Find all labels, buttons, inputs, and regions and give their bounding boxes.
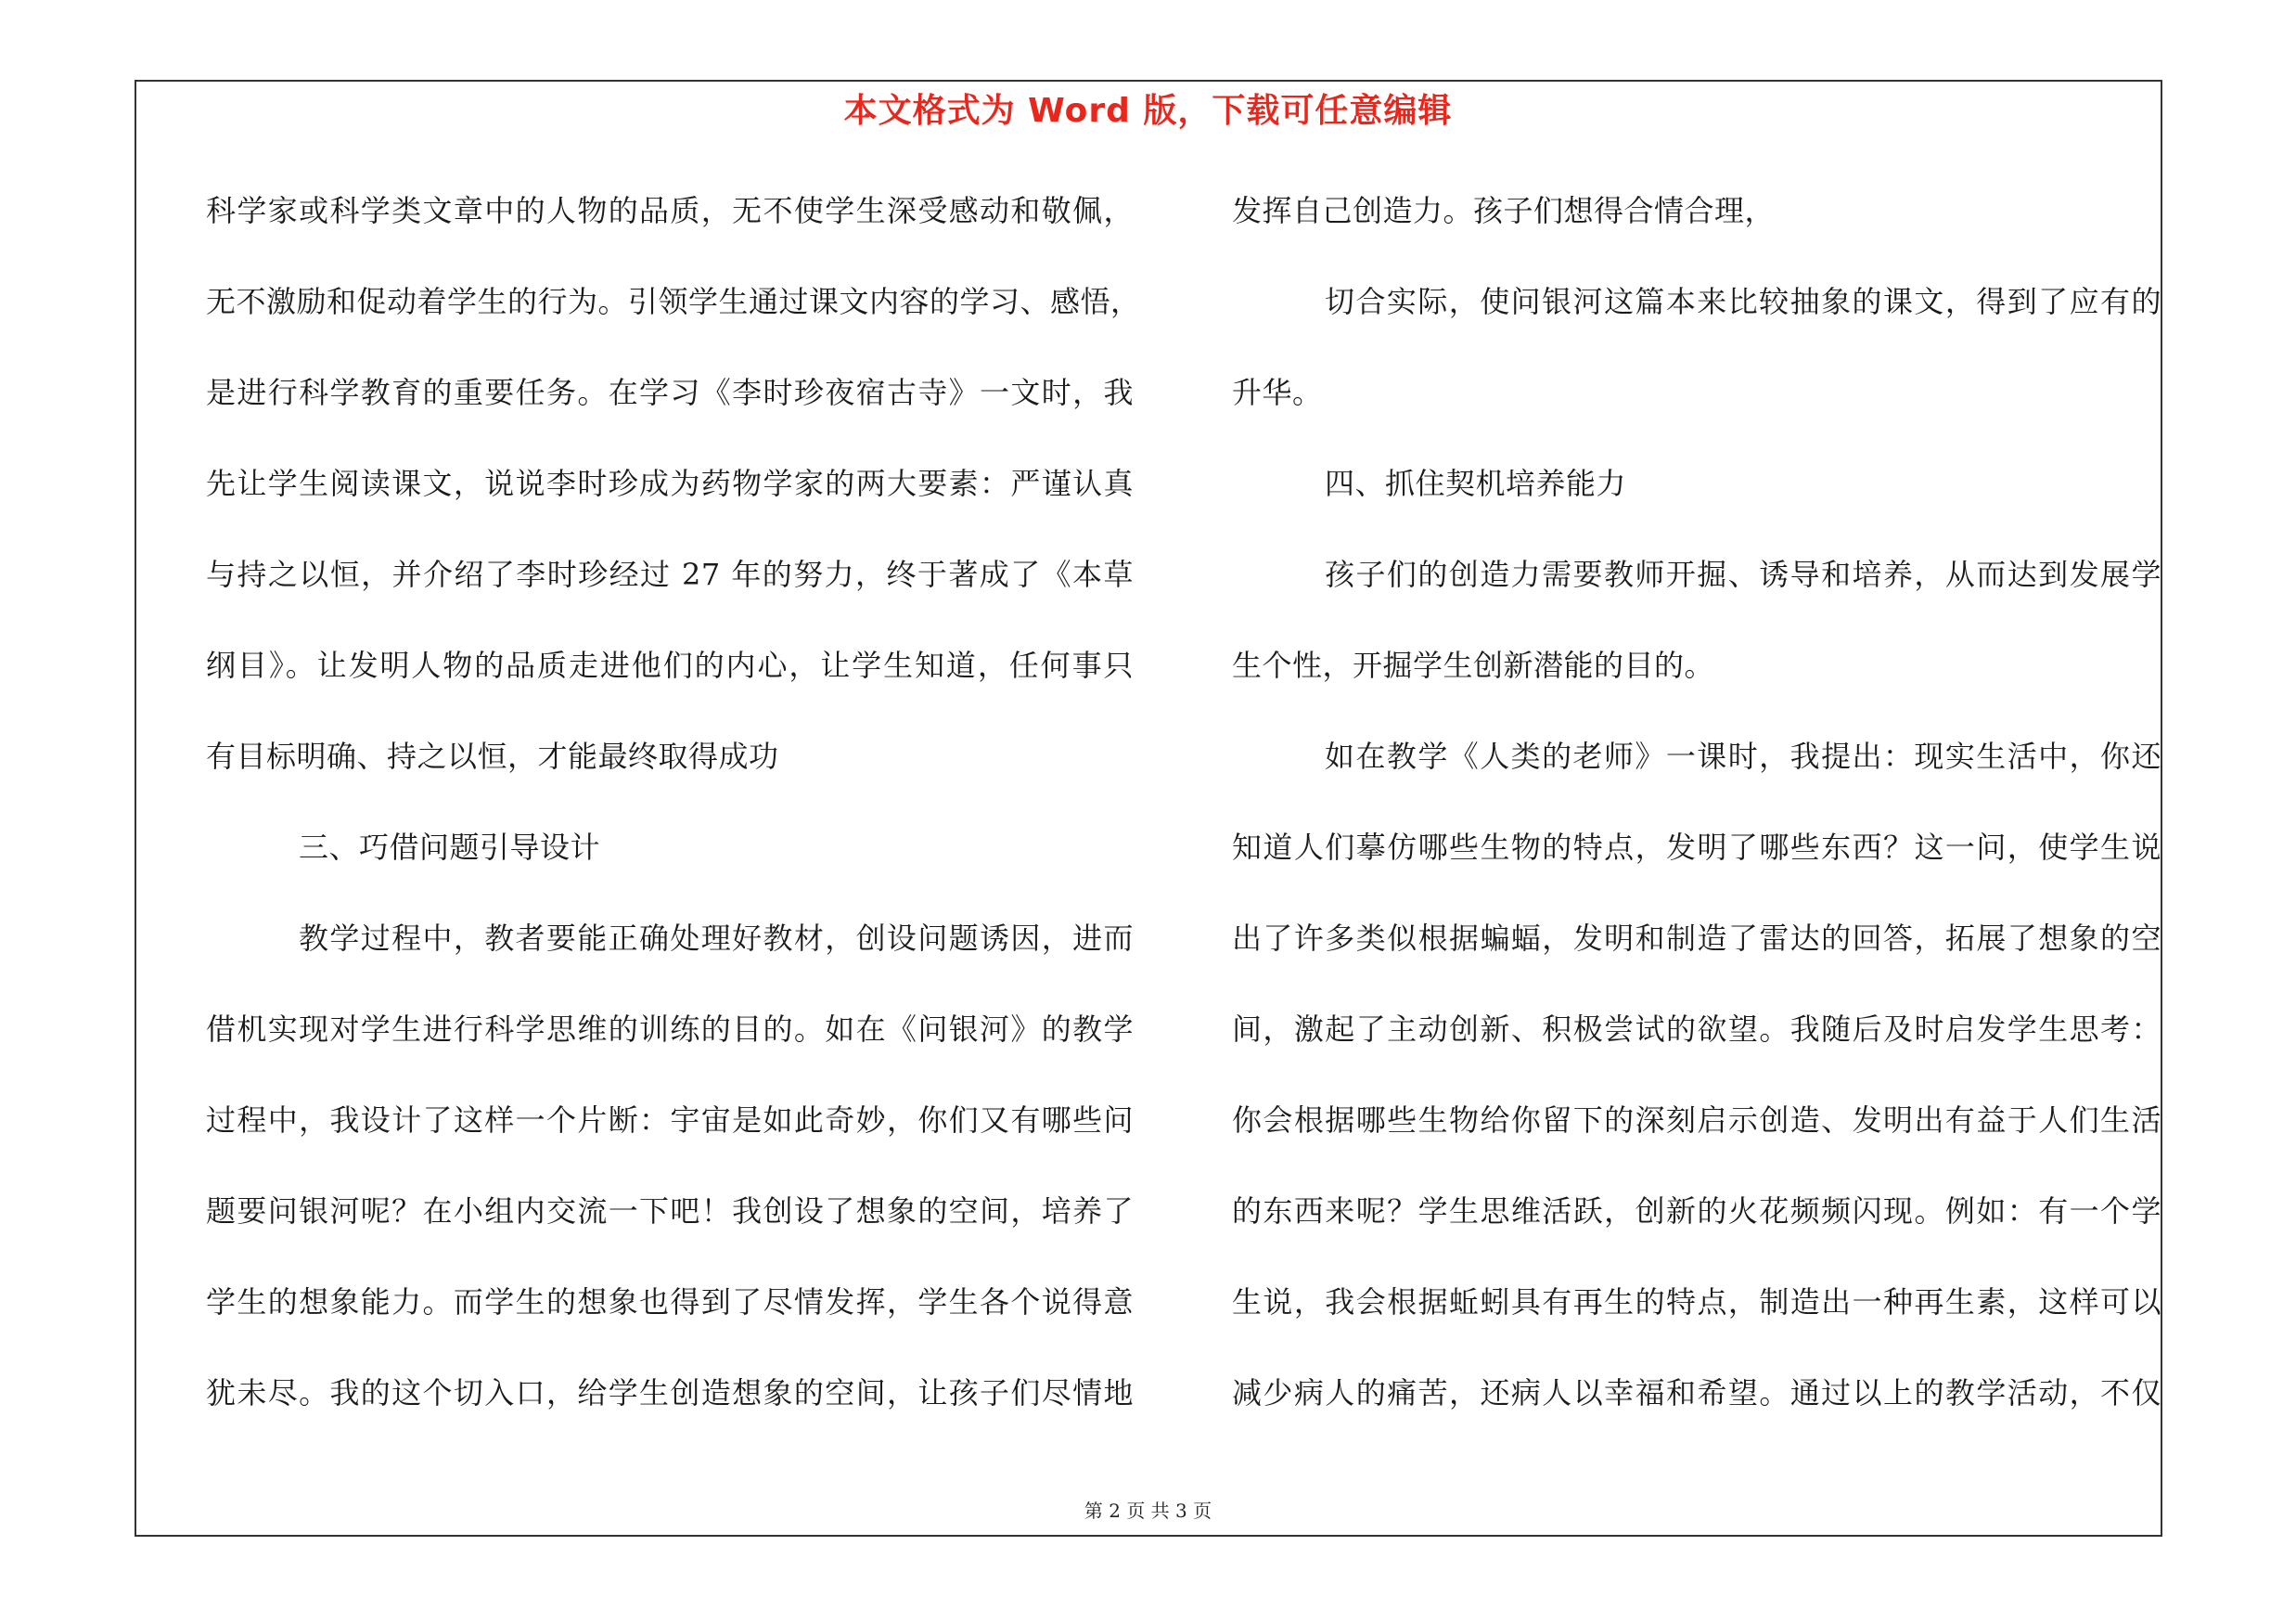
word-format-banner: 本文格式为 Word 版，下载可任意编辑 <box>843 92 1453 130</box>
text-line: 孩子们的创造力需要教师开掘、诱导和培养，从而达到发展学 <box>1325 557 2161 592</box>
page-number-footer: 第 2 页 共 3 页 <box>1084 1500 1212 1522</box>
text-line: 无不激励和促动着学生的行为。引领学生通过课文内容的学习、感悟， <box>206 284 1141 319</box>
text-line: 犹未尽。我的这个切入口，给学生创造想象的空间，让孩子们尽情地 <box>206 1375 1134 1410</box>
text-line: 间，激起了主动创新、积极尝试的欲望。我随后及时启发学生思考： <box>1232 1011 2161 1047</box>
text-line: 升华。 <box>1232 375 1323 410</box>
text-line: 三、巧借问题引导设计 <box>299 830 601 865</box>
text-line: 学生的想象能力。而学生的想象也得到了尽情发挥，学生各个说得意 <box>206 1284 1134 1320</box>
text-line: 科学家或科学类文章中的人物的品质，无不使学生深受感动和敬佩， <box>206 193 1134 228</box>
left-text-column <box>206 187 1141 1460</box>
right-text-column <box>1232 187 2161 1460</box>
text-line: 你会根据哪些生物给你留下的深刻启示创造、发明出有益于人们生活 <box>1232 1102 2161 1138</box>
text-line: 四、抓住契机培养能力 <box>1325 466 1627 501</box>
text-line: 发挥自己创造力。孩子们想得合情合理， <box>1232 193 1776 228</box>
text-line: 借机实现对学生进行科学思维的训练的目的。如在《问银河》的教学 <box>206 1011 1134 1047</box>
text-line: 的东西来呢？学生思维活跃，创新的火花频频闪现。例如：有一个学 <box>1232 1193 2161 1229</box>
text-line: 知道人们摹仿哪些生物的特点，发明了哪些东西？这一问，使学生说 <box>1232 830 2161 865</box>
text-line: 减少病人的痛苦，还病人以幸福和希望。通过以上的教学活动，不仅 <box>1232 1375 2161 1410</box>
text-line: 先让学生阅读课文，说说李时珍成为药物学家的两大要素：严谨认真 <box>206 466 1134 501</box>
text-line: 有目标明确、持之以恒，才能最终取得成功 <box>206 739 779 774</box>
text-line: 生说，我会根据蚯蚓具有再生的特点，制造出一种再生素，这样可以 <box>1232 1284 2161 1320</box>
text-line: 如在教学《人类的老师》一课时，我提出：现实生活中，你还 <box>1325 739 2161 774</box>
text-line: 教学过程中，教者要能正确处理好教材，创设问题诱因，进而 <box>299 921 1134 956</box>
text-line: 生个性，开掘学生创新潜能的目的。 <box>1232 648 1715 683</box>
text-line: 过程中，我设计了这样一个片断：宇宙是如此奇妙，你们又有哪些问 <box>206 1102 1134 1138</box>
text-line: 出了许多类似根据蝙蝠，发明和制造了雷达的回答，拓展了想象的空 <box>1232 921 2161 956</box>
text-line: 纲目》。让发明人物的品质走进他们的内心，让学生知道，任何事只 <box>206 648 1134 683</box>
text-line: 切合实际，使问银河这篇本来比较抽象的课文，得到了应有的 <box>1325 284 2161 319</box>
text-line: 与持之以恒，并介绍了李时珍经过 27 年的努力，终于著成了《本草 <box>206 557 1134 592</box>
text-line: 题要问银河呢？在小组内交流一下吧！我创设了想象的空间，培养了 <box>206 1193 1134 1229</box>
text-line: 是进行科学教育的重要任务。在学习《李时珍夜宿古寺》一文时，我 <box>206 375 1134 410</box>
